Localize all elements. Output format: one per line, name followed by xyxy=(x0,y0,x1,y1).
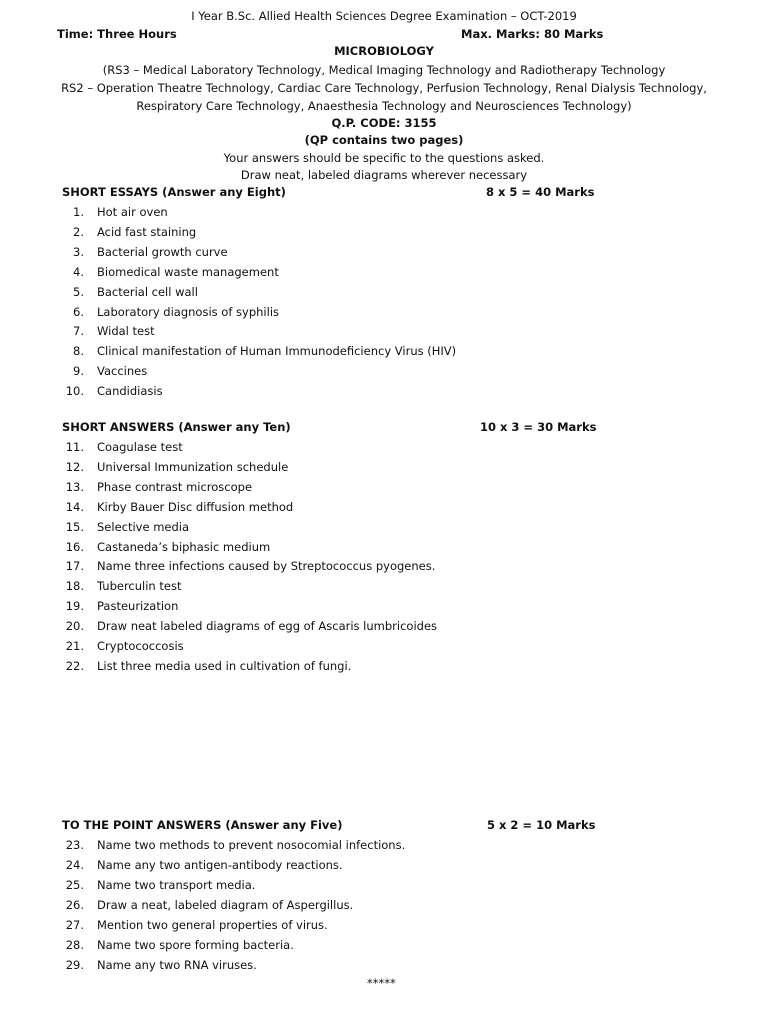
question-text: Hot air oven xyxy=(97,205,168,219)
question-item xyxy=(0,324,768,342)
question-item xyxy=(0,245,768,263)
question-text: Name two methods to prevent nosocomial infections. xyxy=(97,838,406,852)
question-number: 22. xyxy=(65,658,84,673)
question-item xyxy=(0,384,768,402)
question-number: 2. xyxy=(73,224,84,239)
question-text: Universal Immunization schedule xyxy=(97,459,289,474)
question-number: 19. xyxy=(65,599,84,614)
question-text: Biomedical waste management xyxy=(97,264,279,279)
qp-pages-note: (QP contains two pages) xyxy=(304,133,464,147)
question-text: Castaneda’s biphasic medium xyxy=(97,539,271,554)
instruction-diagrams: Draw neat, labeled diagrams wherever necessary xyxy=(240,168,528,182)
exam-duration: Time: Three Hours xyxy=(57,27,177,41)
question-number: 15. xyxy=(65,519,84,534)
question-item xyxy=(0,305,768,323)
question-item xyxy=(0,898,768,916)
question-item xyxy=(0,285,768,303)
question-item xyxy=(0,480,768,498)
question-item xyxy=(0,440,768,458)
question-number: 28. xyxy=(65,938,84,952)
question-number: 27. xyxy=(65,918,84,932)
courses-line-1: (RS3 – Medical Laboratory Technology, Medical Imaging Technology and Radiotherapy Technology xyxy=(102,63,666,77)
question-number: 25. xyxy=(65,878,84,892)
question-number: 1. xyxy=(73,205,84,219)
question-number: 14. xyxy=(65,499,84,514)
section-marks: 5 x 2 = 10 Marks xyxy=(487,818,596,832)
max-marks: Max. Marks: 80 Marks xyxy=(461,27,604,41)
question-item xyxy=(0,540,768,558)
question-item xyxy=(0,460,768,478)
question-item xyxy=(0,225,768,243)
question-text: Kirby Bauer Disc diffusion method xyxy=(97,499,294,514)
question-text: Mention two general properties of virus. xyxy=(97,918,328,932)
question-text: Selective media xyxy=(97,519,190,534)
question-text: Acid fast staining xyxy=(97,224,197,239)
question-item xyxy=(0,344,768,362)
question-item xyxy=(0,265,768,283)
question-item xyxy=(0,500,768,518)
question-text: Cryptococcosis xyxy=(97,639,184,653)
question-number: 23. xyxy=(65,838,84,852)
question-item xyxy=(0,918,768,936)
question-item xyxy=(0,858,768,876)
question-text: Clinical manifestation of Human Immunodeficiency Virus (HIV) xyxy=(97,344,457,359)
section-title: TO THE POINT ANSWERS (Answer any Five) xyxy=(62,818,343,832)
question-text: Tuberculin test xyxy=(97,579,182,594)
question-number: 10. xyxy=(65,384,84,399)
question-number: 26. xyxy=(65,898,84,912)
question-number: 8. xyxy=(73,344,84,359)
question-text: Draw neat labeled diagrams of egg of Ascaris lumbricoides xyxy=(97,619,438,634)
question-number: 6. xyxy=(73,304,84,319)
exam-title: I Year B.Sc. Allied Health Sciences Degree Examination – OCT-2019 xyxy=(191,9,577,23)
question-text: Widal test xyxy=(97,324,155,339)
question-item xyxy=(0,619,768,637)
question-number: 13. xyxy=(65,479,84,494)
question-number: 17. xyxy=(65,559,84,574)
qp-code: Q.P. CODE: 3155 xyxy=(331,116,437,130)
question-number: 18. xyxy=(65,579,84,594)
question-item xyxy=(0,938,768,956)
question-text: Laboratory diagnosis of syphilis xyxy=(97,304,280,319)
question-item xyxy=(0,559,768,577)
question-number: 5. xyxy=(73,284,84,299)
question-number: 3. xyxy=(73,244,84,259)
question-item xyxy=(0,838,768,856)
question-number: 21. xyxy=(65,639,84,653)
section-marks: 8 x 5 = 40 Marks xyxy=(486,185,595,199)
question-item xyxy=(0,599,768,617)
question-text: Candidiasis xyxy=(97,384,163,399)
subject-title: MICROBIOLOGY xyxy=(334,44,434,58)
question-text: Pasteurization xyxy=(97,599,179,614)
question-item xyxy=(0,579,768,597)
question-text: List three media used in cultivation of fungi. xyxy=(97,658,352,673)
question-number: 4. xyxy=(73,264,84,279)
question-number: 29. xyxy=(65,958,84,972)
question-number: 11. xyxy=(65,440,84,454)
question-text: Vaccines xyxy=(97,364,148,379)
question-text: Draw a neat, labeled diagram of Aspergillus. xyxy=(97,898,354,912)
instruction-specific: Your answers should be specific to the questions asked. xyxy=(223,151,545,165)
question-text: Name three infections caused by Streptococcus pyogenes. xyxy=(97,559,436,574)
section-marks: 10 x 3 = 30 Marks xyxy=(480,420,597,434)
question-item xyxy=(0,520,768,538)
section-title: SHORT ESSAYS (Answer any Eight) xyxy=(62,185,286,199)
question-number: 16. xyxy=(65,539,84,554)
question-number: 12. xyxy=(65,459,84,474)
question-text: Name any two antigen-antibody reactions. xyxy=(97,858,343,872)
question-text: Name two transport media. xyxy=(97,878,256,892)
question-text: Coagulase test xyxy=(97,440,183,454)
question-text: Name two spore forming bacteria. xyxy=(97,938,294,952)
question-item xyxy=(0,878,768,896)
question-number: 9. xyxy=(73,364,84,379)
question-text: Bacterial cell wall xyxy=(97,284,198,299)
question-number: 7. xyxy=(73,324,84,339)
question-number: 24. xyxy=(65,858,84,872)
question-text: Name any two RNA viruses. xyxy=(97,958,257,972)
question-item xyxy=(0,958,768,976)
courses-line-2: RS2 – Operation Theatre Technology, Cardiac Care Technology, Perfusion Technology, Renal Dialysis Technology, xyxy=(61,81,707,95)
section-title: SHORT ANSWERS (Answer any Ten) xyxy=(62,420,291,434)
question-number: 20. xyxy=(65,619,84,634)
question-item xyxy=(0,659,768,677)
question-item xyxy=(0,639,768,657)
question-item xyxy=(0,205,768,223)
end-of-paper-mark: ***** xyxy=(367,976,396,990)
question-text: Phase contrast microscope xyxy=(97,479,253,494)
question-text: Bacterial growth curve xyxy=(97,244,228,259)
question-item xyxy=(0,364,768,382)
courses-line-3: Respiratory Care Technology, Anaesthesia Technology and Neurosciences Technology) xyxy=(136,99,632,113)
